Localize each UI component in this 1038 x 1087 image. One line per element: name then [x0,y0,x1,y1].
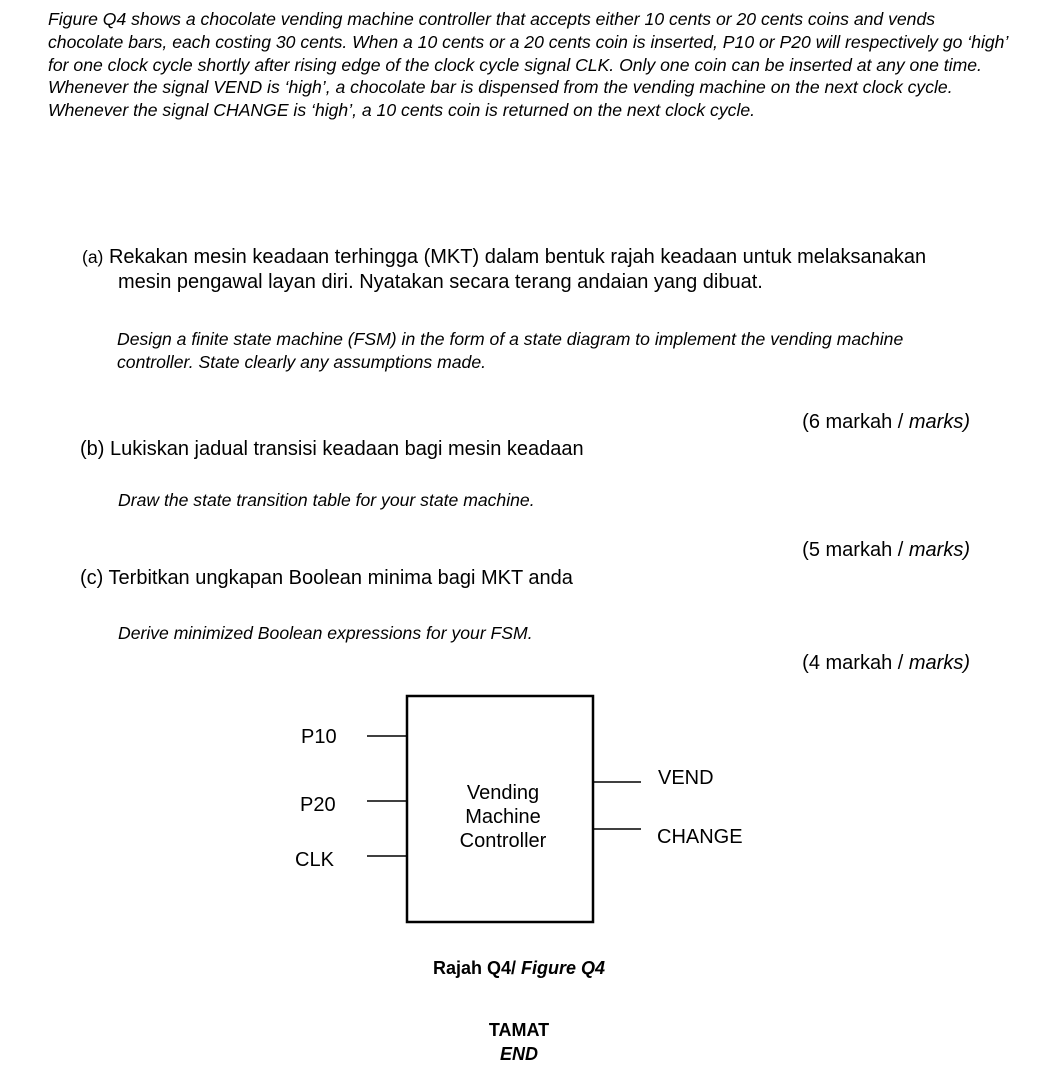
question-c-english: Derive minimized Boolean expressions for your FSM. [118,623,533,643]
question-a-english: Design a finite state machine (FSM) in the form of a state diagram to implement the vending machine controller. State clearly any assumptions made. [117,329,904,372]
figure-caption-malay: Rajah Q4/ [432,958,516,978]
marks-a-english: marks) [908,411,970,433]
end-english-text: END [499,1044,538,1064]
intro-paragraph: Figure Q4 shows a chocolate vending machine controller that accepts either 10 cents or 20 cents coins and vends chocolate bars, each costing 30 cents. When a 10 cents or a 20 cents coin is inserted, P10 or P20 will respectively go ‘high’ for one clock cycle shortly after rising edge of the clock cycle signal CLK. Only one coin can be inserted at any one time. Whenever the signal VEND is ‘high’, a chocolate bar is dispensed from the vending machine on the next clock cycle. Whenever the signal CHANGE is ‘high’, a 10 cents coin is returned on the next clock cycle. [48,9,1008,121]
output-label-vend: VEND [658,767,714,789]
input-label-clk: CLK [295,849,334,871]
marks-c-english: marks) [908,652,970,674]
figure-caption [0,958,1038,979]
input-label-p10: P10 [301,726,337,748]
marks-b [802,538,970,563]
question-a-label: (a) [82,247,104,267]
question-b-malay-text: Lukiskan jadual transisi keadaan bagi mesin keadaan [110,438,584,460]
question-c-malay-text: Terbitkan ungkapan Boolean minima bagi MKT anda [108,567,573,589]
end-english [0,1044,1038,1065]
question-a-malay-text: Rekakan mesin keadaan terhingga (MKT) dalam bentuk rajah keadaan untuk melaksanakan mesin pengawal layan diri. Nyatakan secara terang andaian yang dibuat. [108,246,927,293]
controller-label-line-1: Vending [466,782,540,804]
controller-label-line-2: Machine [465,806,541,828]
question-c-malay [80,566,960,591]
figure-caption-english: Figure Q4 [521,958,606,978]
marks-c-malay: (4 markah / [802,652,904,674]
marks-b-malay: (5 markah / [802,539,904,561]
question-b-label: (b) [80,438,105,460]
controller-label-line-3: Controller [459,830,547,852]
question-a-malay [82,245,962,295]
marks-b-english: marks) [908,539,970,561]
question-b-english: Draw the state transition table for your state machine. [118,490,535,510]
output-label-change: CHANGE [657,826,743,848]
controller-label [410,781,596,853]
marks-c [802,651,970,676]
end-malay: TAMAT [488,1020,550,1040]
marks-a [802,410,970,435]
question-b-malay [80,437,960,462]
question-a [82,245,962,295]
marks-a-malay: (6 markah / [802,411,904,433]
question-c-label: (c) [80,567,104,589]
input-label-p20: P20 [300,794,336,816]
